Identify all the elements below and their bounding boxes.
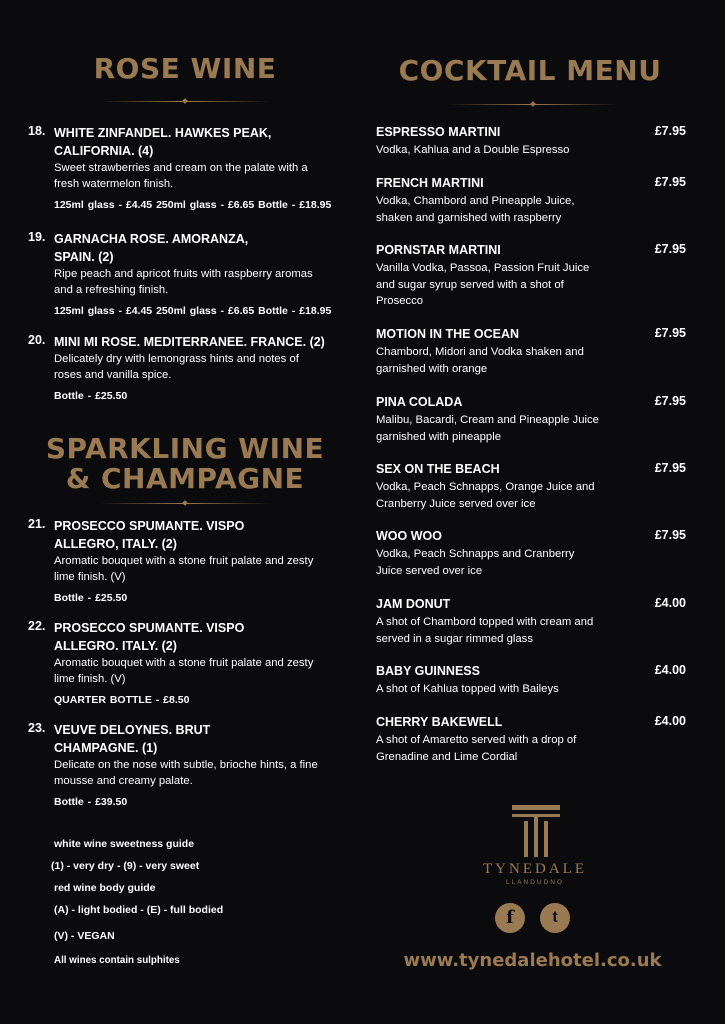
- cocktail-item: [376, 394, 686, 445]
- wine-item: [28, 333, 358, 402]
- cocktail-description: A shot of Chambord topped with cream and served in a sugar rimmed glass: [376, 616, 594, 645]
- sparkling-heading-line2: & CHAMPAGNE: [65, 462, 305, 495]
- brand-name: TYNEDALE: [483, 861, 587, 877]
- wine-price: Bottle - £25.50: [54, 592, 128, 604]
- cocktail-name: WOO WOO: [376, 529, 442, 543]
- cocktail-price: £7.95: [654, 124, 686, 138]
- cocktail-item: [376, 461, 686, 512]
- cocktail-name: PINA COLADA: [376, 395, 463, 409]
- cocktail-description: A shot of Amaretto served with a drop of Grenadine and Lime Cordial: [376, 734, 577, 763]
- sparkling-heading: [30, 434, 340, 494]
- body-guide-title: red wine body guide: [54, 882, 156, 894]
- cocktail-item: [376, 175, 686, 226]
- wine-name: WHITE ZINFANDEL. HAWKES PEAK, CALIFORNIA. (4): [54, 126, 272, 158]
- cocktail-name: SEX ON THE BEACH: [376, 462, 500, 476]
- cocktail-item: [376, 242, 686, 310]
- wine-price: QUARTER BOTTLE - £8.50: [54, 694, 190, 706]
- wine-number: 21.: [28, 517, 46, 531]
- tynedale-logo-icon: [508, 803, 564, 859]
- cocktail-item: [376, 124, 686, 159]
- body-guide-scale: (A) - light bodied - (E) - full bodied: [54, 904, 224, 916]
- vegan-note: (V) - VEGAN: [54, 930, 115, 942]
- twitter-icon[interactable]: t: [540, 903, 570, 933]
- cocktail-item: [376, 326, 686, 377]
- cocktail-description: Vodka, Kahlua and a Double Espresso: [376, 144, 570, 156]
- wine-description: Sweet strawberries and cream on the palate with a fresh watermelon finish.: [54, 162, 308, 190]
- website-link[interactable]: www.tynedalehotel.co.uk: [403, 950, 662, 971]
- divider: [100, 503, 270, 504]
- cocktail-price: £4.00: [654, 663, 686, 677]
- wine-price: Bottle - £25.50: [54, 390, 128, 402]
- sulphites-note: All wines contain sulphites: [54, 955, 180, 966]
- wine-name: VEUVE DELOYNES. BRUT CHAMPAGNE. (1): [54, 723, 211, 755]
- wine-name: PROSECCO SPUMANTE. VISPO ALLEGRO. ITALY. (2): [54, 621, 245, 653]
- cocktail-name: JAM DONUT: [376, 597, 451, 611]
- wine-name: GARNACHA ROSE. AMORANZA, SPAIN. (2): [54, 232, 249, 264]
- cocktail-price: £4.00: [654, 596, 686, 610]
- cocktail-price: £7.95: [654, 175, 686, 189]
- cocktail-price: £4.00: [654, 714, 686, 728]
- wine-price: Bottle - £39.50: [54, 796, 128, 808]
- cocktail-item: [376, 528, 686, 579]
- cocktail-description: Malibu, Bacardi, Cream and Pineapple Juice garnished with pineapple: [376, 414, 599, 443]
- cocktail-price: £7.95: [654, 528, 686, 542]
- wine-description: Delicately dry with lemongrass hints and notes of roses and vanilla spice.: [54, 353, 299, 381]
- cocktail-description: Chambord, Midori and Vodka shaken and garnished with orange: [376, 346, 584, 375]
- wine-price: 125ml glass - £4.45 250ml glass - £6.65 Bottle - £18.95: [54, 199, 332, 211]
- wine-number: 19.: [28, 230, 46, 244]
- cocktail-name: PORNSTAR MARTINI: [376, 243, 501, 257]
- divider: [448, 104, 618, 105]
- cocktail-item: [376, 596, 686, 647]
- wine-price: 125ml glass - £4.45 250ml glass - £6.65 Bottle - £18.95: [54, 305, 332, 317]
- cocktail-name: BABY GUINNESS: [376, 664, 480, 678]
- wine-description: Ripe peach and apricot fruits with raspberry aromas and a refreshing finish.: [54, 268, 313, 296]
- brand-location: LLANDUDNO: [505, 879, 565, 886]
- cocktail-price: £7.95: [654, 394, 686, 408]
- wine-description: Delicate on the nose with subtle, brioche hints, a fine mousse and creamy palate.: [54, 759, 318, 787]
- sparkling-heading-line1: SPARKLING WINE: [45, 432, 325, 465]
- sweetness-guide-scale: (1) - very dry - (9) - very sweet: [51, 860, 200, 872]
- wine-item: [28, 619, 358, 706]
- divider: [100, 101, 270, 102]
- cocktail-description: A shot of Kahlua topped with Baileys: [376, 683, 559, 695]
- cocktail-name: ESPRESSO MARTINI: [376, 125, 501, 139]
- cocktail-name: FRENCH MARTINI: [376, 176, 484, 190]
- wine-number: 20.: [28, 333, 46, 347]
- cocktail-price: £7.95: [654, 461, 686, 475]
- cocktail-item: [376, 714, 686, 765]
- wine-number: 23.: [28, 721, 46, 735]
- wine-number: 22.: [28, 619, 46, 633]
- cocktail-name: CHERRY BAKEWELL: [376, 715, 503, 729]
- facebook-icon[interactable]: f: [495, 903, 525, 933]
- cocktail-price: £7.95: [654, 326, 686, 340]
- wine-name: MINI MI ROSE. MEDITERRANEE. FRANCE. (2): [54, 335, 325, 349]
- wine-description: Aromatic bouquet with a stone fruit palate and zesty lime finish. (V): [54, 555, 314, 583]
- rose-wine-heading: ROSE WINE: [93, 52, 277, 85]
- wine-item: [28, 230, 358, 317]
- wine-item: [28, 124, 358, 211]
- cocktail-item: [376, 663, 686, 698]
- wine-item: [28, 517, 358, 604]
- cocktail-description: Vanilla Vodka, Passoa, Passion Fruit Juice and sugar syrup served with a shot of Prosecco: [376, 262, 590, 307]
- cocktail-price: £7.95: [654, 242, 686, 256]
- wine-item: [28, 721, 358, 808]
- cocktail-menu-heading: COCKTAIL MENU: [398, 54, 662, 87]
- cocktail-description: Vodka, Peach Schnapps, Orange Juice and Cranberry Juice served over ice: [376, 481, 595, 510]
- wine-number: 18.: [28, 124, 46, 138]
- sweetness-guide-title: white wine sweetness guide: [54, 838, 195, 850]
- cocktail-description: Vodka, Chambord and Pineapple Juice, shaken and garnished with raspberry: [376, 195, 575, 224]
- cocktail-name: MOTION IN THE OCEAN: [376, 327, 520, 341]
- cocktail-description: Vodka, Peach Schnapps and Cranberry Juice served over ice: [376, 548, 575, 577]
- wine-name: PROSECCO SPUMANTE. VISPO ALLEGRO, ITALY. (2): [54, 519, 245, 551]
- wine-description: Aromatic bouquet with a stone fruit palate and zesty lime finish. (V): [54, 657, 314, 685]
